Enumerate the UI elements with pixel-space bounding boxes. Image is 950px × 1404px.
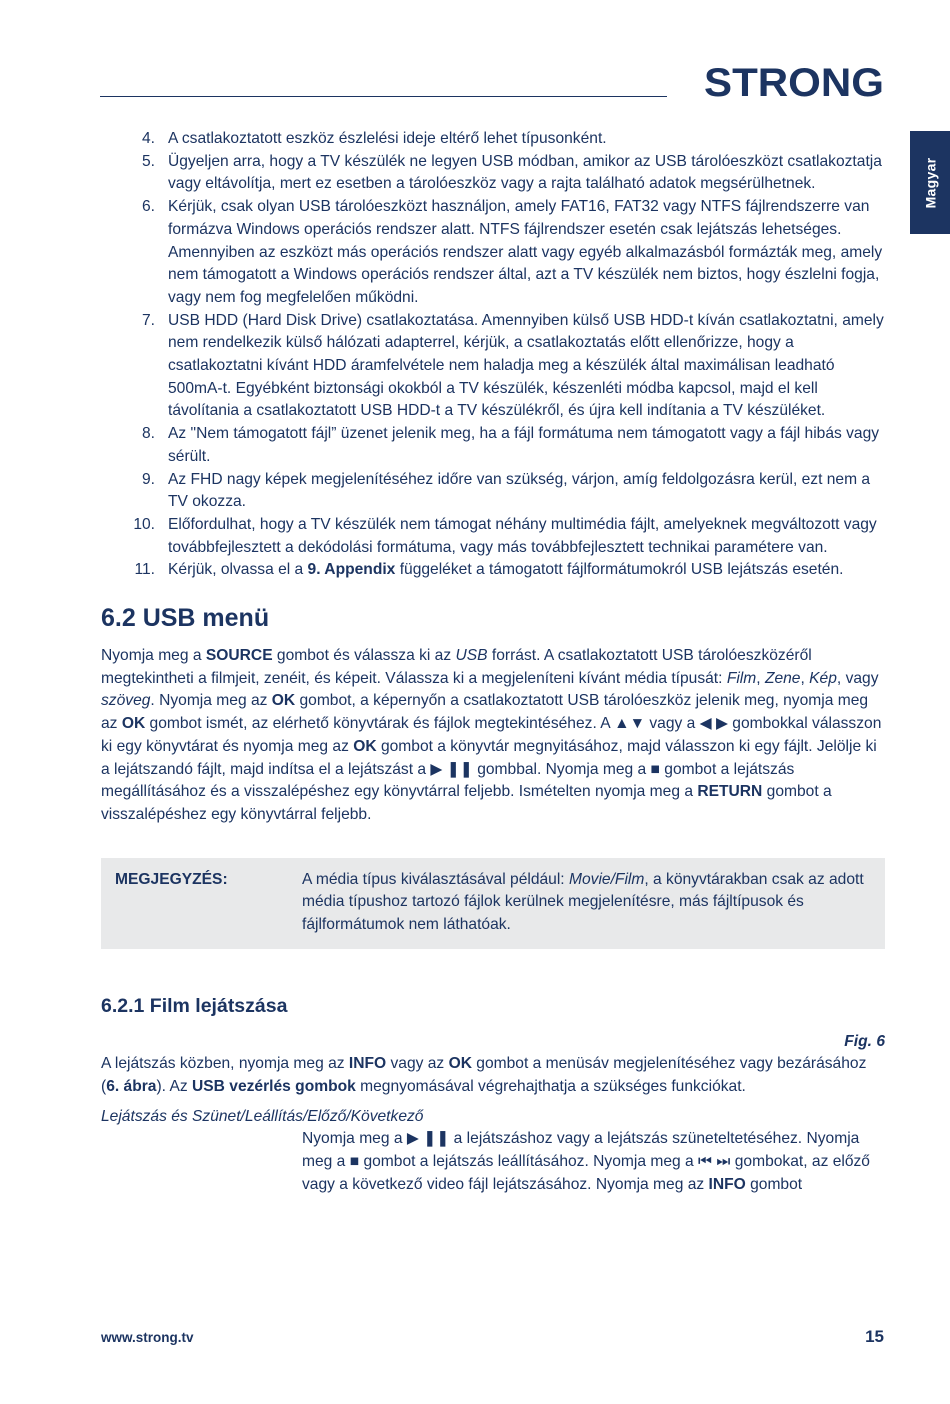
list-item: 4. A csatlakoztatott eszköz észlelési ideje eltérő lehet típusonként.	[141, 130, 607, 147]
header-rule	[100, 96, 667, 97]
list-item: 5. Ügyeljen arra, hogy a TV készülék ne legyen USB módban, amikor az USB tárolóeszközt csatlakoztatja vagy eltávolítja, mert ez esetben a tárolóeszköz vagy a rajta található adatok megsérülhetnek.	[141, 152, 882, 193]
playback-controls-heading: Lejátszás és Szünet/Leállítás/Előző/Következő	[101, 1108, 424, 1126]
language-tab-label: Magyar	[922, 157, 939, 208]
language-tab	[910, 131, 950, 234]
play-pause-icon: ▶ ❚❚	[430, 760, 473, 778]
stop-icon: ■	[650, 760, 660, 778]
playback-controls-text: Nyomja meg a ▶ ❚❚ a lejátszáshoz vagy a lejátszás szüneteltetéséhez. Nyomja meg a ■ gombot a lejátszás leállításához. Nyomja meg a ⏮ ⏭ gombokat, az előző vagy a következő video fájl lejátszásához. Nyomja meg az INFO gombot	[302, 1130, 870, 1193]
film-playback-paragraph: A lejátszás közben, nyomja meg az INFO vagy az OK gombot a menüsáv megjelenítéséhez vagy bezárásához (6. ábra). Az USB vezérlés gombok megnyomásával végrehajthatja a szükséges funkciókat.	[101, 1054, 867, 1095]
list-item: 8. Az "Nem támogatott fájl” üzenet jelenik meg, ha a fájl formátuma nem támogatott vagy a fájl hibás vagy sérült.	[141, 425, 880, 465]
prev-next-icon: ⏮ ⏭	[698, 1152, 731, 1170]
note-label: MEGJEGYZÉS:	[115, 870, 228, 888]
list-item: 6. Kérjük, csak olyan USB tárolóeszközt használjon, amely FAT16, FAT32 vagy NTFS fájlrendszerre van formázva Windows operációs rendszer alatt. NTFS fájlrendszer esetén csak lejátszás lehetséges. Amennyiben az eszközt más operációs rendszer alatt vagy egyéb alkalmazásból formázták meg, amely nem támogatott a Windows operációs rendszer által, azt a TV készülék nem biztos, hogy észlelni fogja, vagy nem fog megfelelően működni.	[141, 198, 883, 306]
list-item: 7. USB HDD (Hard Disk Drive) csatlakoztatása. Amennyiben külső USB HDD-t kíván csatlakoztatni, amely nem rendelkezik külső hálózati adapterrel, kérjük, a csatlakoztatás előtt ellenőrizze, hogy a csatlakoztatni kívánt HDD áramfelvétele nem haladja meg a készülék által maximálisan leadható 500mA-t. Egyébként biztonsági okokból a TV készülék, készenléti módba kapcsol, majd el kell távolítania a csatlakoztatott USB HDD-t a TV készülékről, és újra kell indítania a TV készüléket.	[141, 311, 884, 420]
stop-icon: ■	[349, 1152, 360, 1170]
note-text: A média típus kiválasztásával például: Movie/Film, a könyvtárakban csak az adott média típushoz tartozó fájlok kerülnek megjelenítésre, más fájltípusok és fájlformátumok nem láthatóak.	[302, 870, 864, 934]
note-box	[101, 858, 885, 949]
list-item: 9. Az FHD nagy képek megjelenítéséhez időre van szükség, várjon, amíg feldolgozásra kerül, ezt nem a TV okozza.	[141, 470, 871, 511]
footer-url: www.strong.tv	[101, 1330, 194, 1345]
page-number: 15	[865, 1327, 884, 1346]
list-item: 10. Előfordulhat, hogy a TV készülék nem támogat néhány multimédia fájlt, amelyeknek megváltozott vagy továbbfejlesztett a dekódolási formátuma, vagy más továbbfejlesztett technikai paramétere van.	[133, 515, 877, 556]
section-title: 6.2 USB menü	[101, 604, 270, 633]
left-right-arrows-icon: ◀ ▶	[699, 715, 728, 733]
figure-reference: Fig. 6	[844, 1032, 885, 1050]
notes-list	[101, 128, 885, 582]
play-pause-icon: ▶ ❚❚	[406, 1130, 450, 1148]
usb-menu-paragraph: Nyomja meg a SOURCE gombot és válassza ki az USB forrást. A csatlakoztatott USB tárolóeszközéről megtekintheti a filmjeit, zenéit, és képeit. Válassza ki a megjeleníteni kívánt média típusát: Film, Zene, Kép, vagy szöveg. Nyomja meg az OK gombot, a képernyőn a csatlakoztatott USB tárolóeszköz jelenik meg, nyomja meg az OK gombot ismét, az elérhető könyvtárak és fájlok megtekintéséhez. A ▲▼ vagy a ◀ ▶ gombokkal válasszon ki egy könyvtárat és nyomja meg az OK gombot a könyvtár megnyitásához, majd válasszon ki egy fájlt. Jelölje ki a lejátszandó fájlt, majd indítsa el a lejátszást a ▶ ❚❚ gombbal. Nyomja meg a ■ gombot a lejátszás megállításához és a visszalépéshez egy könyvtárral feljebb. Ismételten nyomja meg a RETURN gombot a visszalépéshez egy könyvtárral feljebb.	[101, 647, 882, 823]
up-down-arrows-icon: ▲▼	[614, 715, 646, 733]
subsection-title: 6.2.1 Film lejátszása	[101, 994, 288, 1017]
appendix-ref: 9. Appendix	[307, 561, 396, 579]
list-item: 11. Kérjük, olvassa el a 9. Appendix függeléket a támogatott fájlformátumokról USB lejátszás esetén.	[134, 561, 844, 579]
page-content	[101, 128, 885, 1196]
svg-text:STRONG: STRONG	[704, 64, 884, 102]
strong-logo	[704, 64, 884, 102]
